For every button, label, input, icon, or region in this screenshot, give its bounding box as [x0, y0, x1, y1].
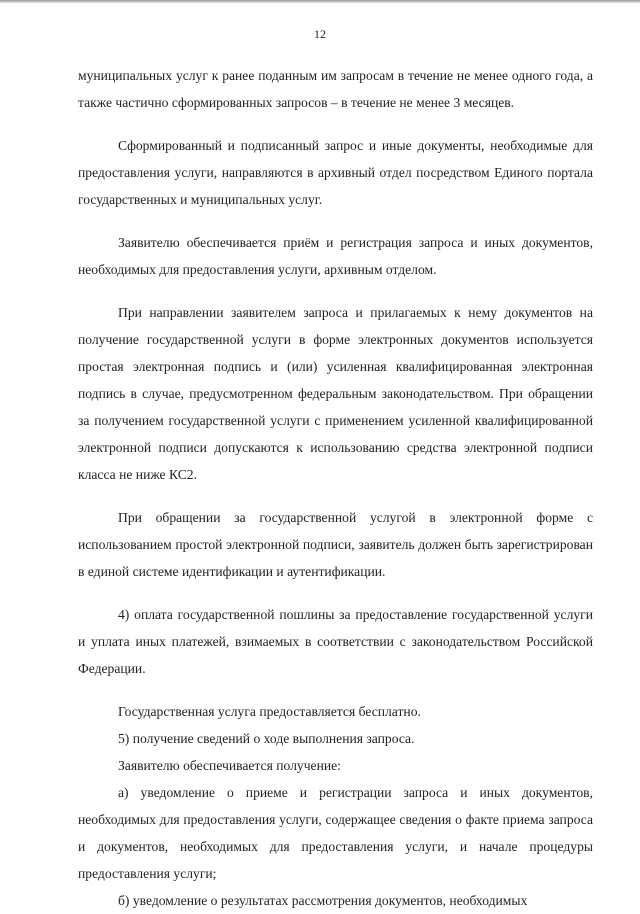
page-number: 12 — [314, 27, 326, 41]
paragraph: При направлении заявителем запроса и прилагаемых к нему документов на получение государственной услуги в форме электронных документов используется простая электронная подпись и (или) усиленная квалифицированная электронная подпись в случае, предусмотренном федеральным законодательством. При обращении за получением государственной услуги с применением усиленной квалифицированной электронной подписи допускаются к использованию средства электронной подписи класса не ниже КС2. — [78, 305, 593, 482]
paragraph: б) уведомление о результатах рассмотрения документов, необходимых — [118, 893, 528, 908]
scan-edge — [0, 0, 640, 3]
paragraph: 5) получение сведений о ходе выполнения запроса. — [118, 731, 415, 746]
paragraph: При обращении за государственной услугой в электронной форме с использованием простой электронной подписи, заявитель должен быть зарегистрирован в единой системе идентификации и аутентификации. — [78, 510, 593, 579]
paragraph: 4) оплата государственной пошлины за предоставление государственной услуги и уплата иных платежей, взимаемых в соответствии с законодательством Российской Федерации. — [78, 607, 593, 676]
document-body — [78, 62, 593, 914]
paragraph: Государственная услуга предоставляется бесплатно. — [118, 704, 421, 719]
paragraph: Сформированный и подписанный запрос и иные документы, необходимые для предоставления услуги, направляются в архивный отдел посредством Единого портала государственных и муниципальных услуг. — [78, 138, 593, 207]
paragraph: Заявителю обеспечивается получение: — [118, 758, 341, 773]
paragraph: Заявителю обеспечивается приём и регистрация запроса и иных документов, необходимых для предоставления услуги, архивным отделом. — [78, 235, 593, 277]
paragraph: а) уведомление о приеме и регистрации запроса и иных документов, необходимых для предоставления услуги, содержащее сведения о факте приема запроса и документов, необходимых для предоставления услуги, и начале процедуры предоставления услуги; — [78, 785, 593, 881]
paragraph-continuation: муниципальных услуг к ранее поданным им запросам в течение не менее одного года, а также частично сформированных запросов – в течение не менее 3 месяцев. — [78, 68, 593, 110]
